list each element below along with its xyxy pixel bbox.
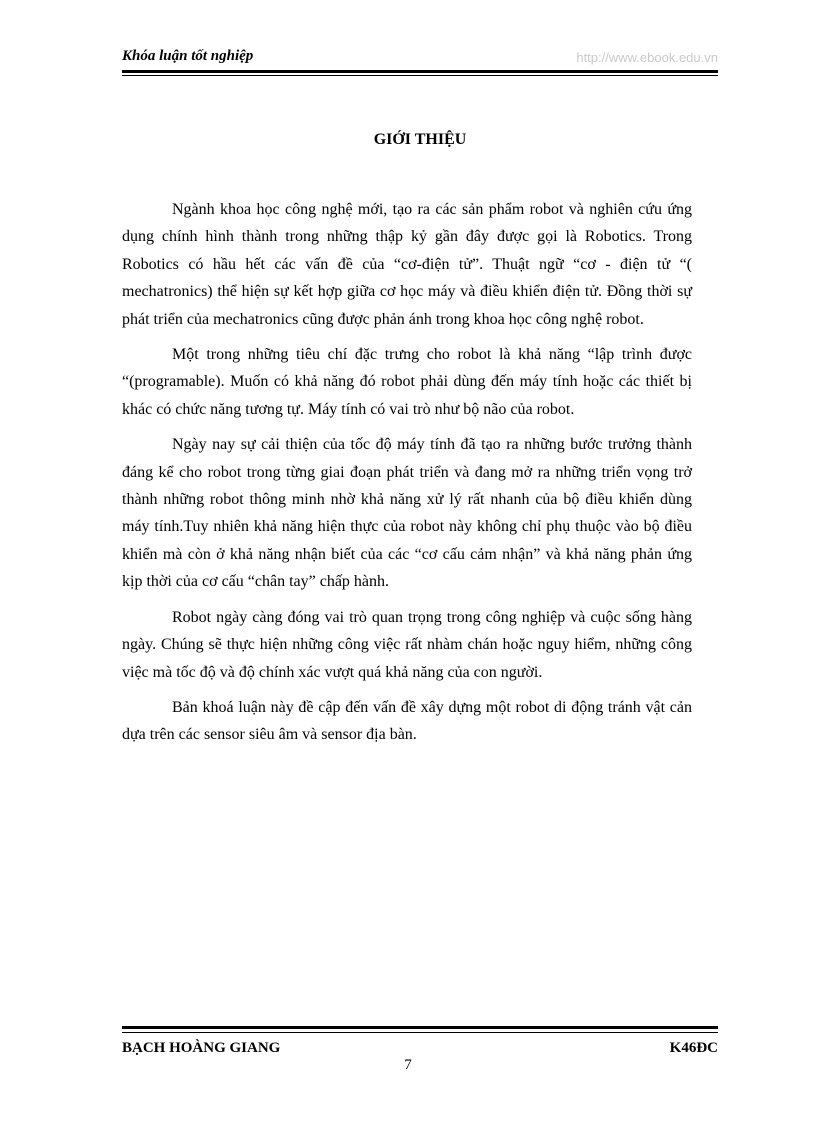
paragraph: Bản khoá luận này đề cập đến vấn đề xây dựng một robot di động tránh vật cản dựa trên các sensor siêu âm và sensor địa bàn. <box>122 698 692 744</box>
footer-rule-thin <box>122 1032 718 1033</box>
paragraph: Ngành khoa học công nghệ mới, tạo ra các sản phẩm robot và nghiên cứu ứng dụng chính hình thành trong những thập kỷ gần đây được gọi là Robotics. Trong Robotics có hầu hết các vấn đề của “cơ-điện tử”. Thuật ngữ “cơ - điện tử “( mechatronics) thể hiện sự kết hợp giữa cơ học máy và điều khiển điện tử. Đồng thời sự phát triển của mechatronics cũng được phản ánh trong khoa học công nghệ robot. <box>122 201 692 328</box>
body-text <box>122 196 692 757</box>
header-title: Khóa luận tốt nghiệp <box>122 48 254 64</box>
paragraph: Một trong những tiêu chí đặc trưng cho robot là khả năng “lập trình được “(programable). Muốn có khả năng đó robot phải dùng đến máy tính hoặc các thiết bị khác có chức năng tương tự. Máy tính có vai trò như bộ não của robot. <box>122 346 692 418</box>
header-url[interactable]: http://www.ebook.edu.vn <box>576 50 718 65</box>
page-header <box>122 48 718 70</box>
page-number: 7 <box>404 1057 412 1073</box>
footer-class: K46ĐC <box>669 1040 718 1056</box>
footer-rule-thick <box>122 1026 718 1029</box>
footer-author: BẠCH HOÀNG GIANG <box>122 1040 281 1056</box>
paragraph: Robot ngày càng đóng vai trò quan trọng trong công nghiệp và cuộc sống hàng ngày. Chúng sẽ thực hiện những công việc rất nhàm chán hoặc nguy hiểm, những công việc mà tốc độ và độ chính xác vượt quá khả năng của con người. <box>122 608 692 681</box>
paragraph: Ngày nay sự cải thiện của tốc độ máy tính đã tạo ra những bước trưởng thành đáng kể cho robot trong từng giai đoạn phát triển và đang mở ra những triển vọng trở thành những robot thông minh nhờ khả năng xử lý rất nhanh của bộ điều khiển dùng máy tính.Tuy nhiên khả năng hiện thực của robot này không chỉ phụ thuộc vào bộ điều khiển mà còn ở khả năng nhận biết của các “cơ cấu cảm nhận” và khả năng phản ứng kịp thời của cơ cấu “chân tay” chấp hành. <box>122 436 692 591</box>
page-title: GIỚI THIỆU <box>373 131 467 148</box>
header-rule-thick <box>122 70 718 73</box>
header-rule-thin <box>122 75 718 76</box>
